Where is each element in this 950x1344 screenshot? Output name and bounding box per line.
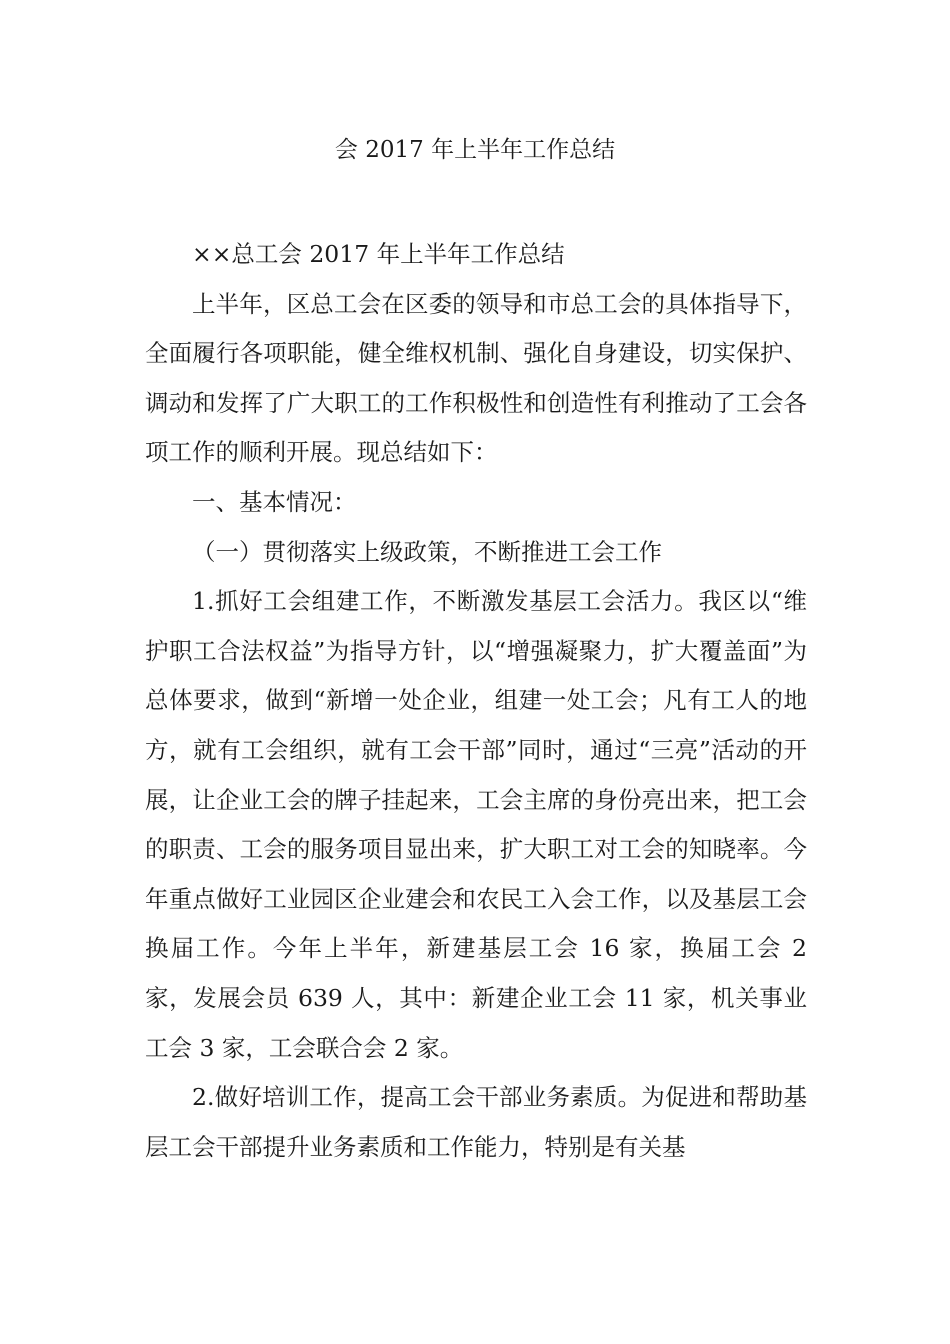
subsection-heading: （一）贯彻落实上级政策，不断推进工会工作 <box>192 537 662 566</box>
document-title: 会 2017 年上半年工作总结 <box>334 137 616 163</box>
item-1-paragraph: 1.抓好工会组建工作，不断激发基层工会活力。我区以“维护职工合法权益”为指导方针，以“增强凝聚力，扩大覆盖面”为总体要求，做到“新增一处企业，组建一处工会；凡有工人的地方，就有工会组织，就有工会干部”同时，通过“三亮”活动的开展，让企业工会的牌子挂起来，工会主席的身份亮出来，把工会的职责、工会的服务项目显出来，扩大职工对工会的知晓率。今年重点做好工业园区企业建会和农民工入会工作，以及基层工会换届工作。今年上半年，新建基层工会 16 家，换届工会 2 家，发展会员 639 人，其中：新建企业工会 11 家，机关事业工会 3 家，工会联合会 2 家。 <box>145 587 807 1062</box>
section-heading: 一、基本情况： <box>192 487 357 516</box>
subtitle-paragraph: ××总工会 2017 年上半年工作总结 <box>192 240 565 268</box>
item-2-paragraph: 2.做好培训工作，提高工会干部业务素质。为促进和帮助基层工会干部提升业务素质和工作能力，特别是有关基 <box>145 1083 807 1161</box>
document-body <box>145 230 807 1172</box>
intro-paragraph: 上半年，区总工会在区委的领导和市总工会的具体指导下，全面履行各项职能，健全维权机制、强化自身建设，切实保护、调动和发挥了广大职工的工作积极性和创造性有利推动了工会各项工作的顺利开展。现总结如下： <box>145 289 807 467</box>
